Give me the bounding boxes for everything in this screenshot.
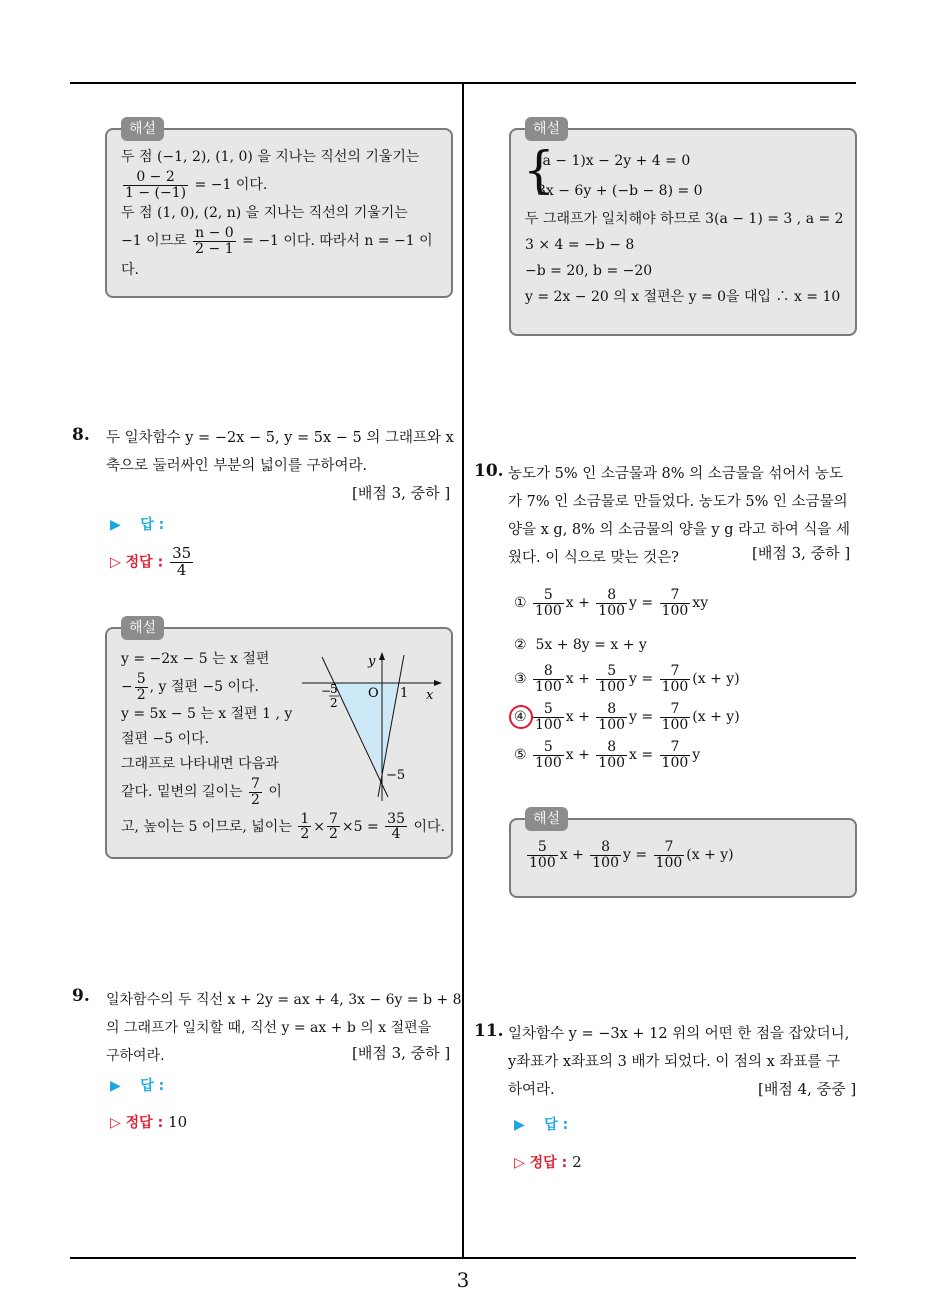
fraction: $\frac{7}{2}$ [328,810,338,843]
explain-line: y = 2x − 20 의 x 절편은 y = 0을 대입 ∴ x = 10 [525,289,841,305]
page-number: 3 [456,1268,470,1292]
x-axis-arrow [434,680,442,686]
play-icon: ▶ [110,517,121,533]
question-9-text: 일차함수의 두 직선 x + 2y = ax + 4, 3x − 6y = b + 8 의 그래프가 일치할 때, 직선 y = ax + b 의 x 절편을 구하여라. [106,992,462,1064]
y-axis-arrow [379,652,385,660]
origin-label: O [368,686,379,701]
fraction: $\frac{7}{2}$ [251,776,260,809]
question-number-8: 8. [72,425,90,445]
explain-equation: $\frac{5}{100}$ x + $\frac{8}{100}$ y = $\frac{7}{100}$ (x + y) [529,839,734,871]
explain-line: −b = 20, b = −20 [525,263,653,279]
outline-triangle-icon: ▷ [110,554,121,571]
question-9-meta: [배점 3, 중하 ] [352,1044,451,1062]
fraction: $\frac{n - 0}{2 - 1}$ [195,225,234,258]
selected-mark: ④ [514,706,527,728]
explanation-box-8 [105,620,453,859]
correct-label: 정답 : [529,1155,568,1171]
outline-triangle-icon: ▷ [110,1115,121,1131]
explain-line: y = 5x − 5 는 x 절편 1 , y [121,706,293,723]
question-8-text: 두 일차함수 y = −2x − 5, y = 5x − 5 의 그래프와 x 축으로 둘러싸인 부분의 넓이를 구하여라. [106,430,454,474]
column-divider [462,82,464,1258]
fraction: $\frac{5}{2}$ [136,671,146,703]
answer-row-11[interactable] [514,1114,568,1134]
correct-label: 정답 : [125,1115,164,1131]
explain-line: 다. [121,261,139,278]
triangle-graph [302,651,447,801]
correct-answer-row-8 [110,546,195,579]
explain-line: 절편 −5 이다. [121,731,210,748]
answer-row-8[interactable] [110,514,164,534]
tick-left-num: 5 [330,682,338,696]
explain-line: 그래프로 나타내면 다음과 [121,756,279,773]
choice-2[interactable]: ② 5x + 8y = x + y [514,637,647,653]
play-icon: ▶ [110,1078,121,1094]
fraction: $\frac{1}{2}$ [300,810,310,843]
question-number-10: 10. [474,461,504,481]
x-axis-label: x [426,688,434,703]
answer-label: 답 : [140,1078,165,1094]
question-11-meta: [배점 4, 중중 ] [758,1080,857,1098]
explain-line: 두 점 (−1, 2), (1, 0) 을 지나는 직선의 기울기는 [121,149,420,165]
explain-line: 3 × 4 = −b − 8 [525,237,635,253]
choice-5[interactable]: ⑤ $\frac{5}{100}$ x + $\frac{8}{100}$ x = $\frac{7}{100}$ y [514,739,701,771]
correct-value: 10 [168,1113,188,1131]
explanation-box-9 [509,121,857,336]
tick-right-label: 1 [400,686,409,701]
tick-bottom-label: −5 [386,768,406,783]
explanation-tag: 해설 [525,117,568,141]
explanation-tag: 해설 [121,117,164,141]
question-number-11: 11. [474,1021,504,1041]
answer-row-9[interactable] [110,1075,164,1095]
correct-answer-row-11 [514,1152,582,1172]
explanation-box-7 [105,121,453,298]
question-10-text: 농도가 5% 인 소금물과 8% 의 소금물을 섞어서 농도 가 7% 인 소금물로 만들었다. 농도가 5% 인 소금물의 양을 x g, 8% 의 소금물의 양을 y g 라고 하여 식을 세 웠다. 이 식으로 맞는 것은? [508,466,850,566]
tick-left-den: 2 [330,696,338,710]
play-icon: ▶ [514,1117,525,1133]
explain-line: 두 그래프가 일치해야 하므로 3(a − 1) = 3 , a = 2 [525,211,844,227]
explain-line: 같다. 밑변의 길이는 $\frac{7}{2}$ 이 [121,776,282,809]
explanation-box-10 [509,811,857,898]
correct-value: 2 [572,1153,582,1171]
equation-system: { (a − 1)x − 2y + 4 = 0 3x − 6y + (−b − 8) = 0 [523,141,703,199]
selection-circle-icon [509,705,533,729]
explanation-tag: 해설 [121,616,164,640]
explanation-tag: 해설 [525,807,568,831]
correct-answer-row-9 [110,1112,187,1132]
question-8-meta: [배점 3, 중하 ] [352,484,451,502]
choice-3[interactable]: ③ $\frac{8}{100}$ x + $\frac{5}{100}$ y = $\frac{7}{100}$ (x + y) [514,663,740,695]
y-axis-label: y [368,654,376,669]
explain-line: 두 점 (1, 0), (2, n) 을 지나는 직선의 기울기는 [121,205,408,222]
outline-triangle-icon: ▷ [514,1155,525,1171]
correct-label: 정답 : [125,554,164,571]
shaded-triangle [332,683,398,777]
fraction: $\frac{35}{4}$ [387,810,405,843]
brace-icon: { [523,141,555,199]
correct-fraction: $\frac{35}{4}$ [172,544,192,579]
tick-left-minus: − [321,684,332,698]
question-11-text: 일차함수 y = −3x + 12 위의 어떤 한 점을 잡았더니, y좌표가 x좌표의 3 배가 되었다. 이 점의 x 좌표를 구 하여라. [508,1026,850,1098]
question-10-meta: [배점 3, 중하 ] [752,544,851,562]
explain-line: − $\frac{5}{2}$ , y 절편 −5 이다. [121,671,260,703]
explain-line: $\frac{0 - 2}{1 - (-1)}$ = −1 이다. [125,169,268,201]
choice-1[interactable]: ① $\frac{5}{100}$ x + $\frac{8}{100}$ y = $\frac{7}{100}$ xy [514,587,709,619]
explain-line: y = −2x − 5 는 x 절편 [121,651,270,667]
choice-4[interactable]: ④ $\frac{5}{100}$ x + $\frac{8}{100}$ y = $\frac{7}{100}$ (x + y) [514,702,740,732]
answer-label: 답 : [140,517,165,533]
fraction: $\frac{0 - 2}{1 - (-1)}$ [125,169,187,201]
answer-label: 답 : [544,1117,569,1133]
explain-line: −1 이므로 $\frac{n - 0}{2 - 1}$ = −1 이다. 따라서 n = −1 이 [121,225,433,258]
explain-line: 고, 높이는 5 이므로, 넓이는 $\frac{1}{2}$ × $\frac{7}{2}$ ×5 = $\frac{35}{4}$ 이다. [121,810,445,843]
question-number-9: 9. [72,986,90,1006]
